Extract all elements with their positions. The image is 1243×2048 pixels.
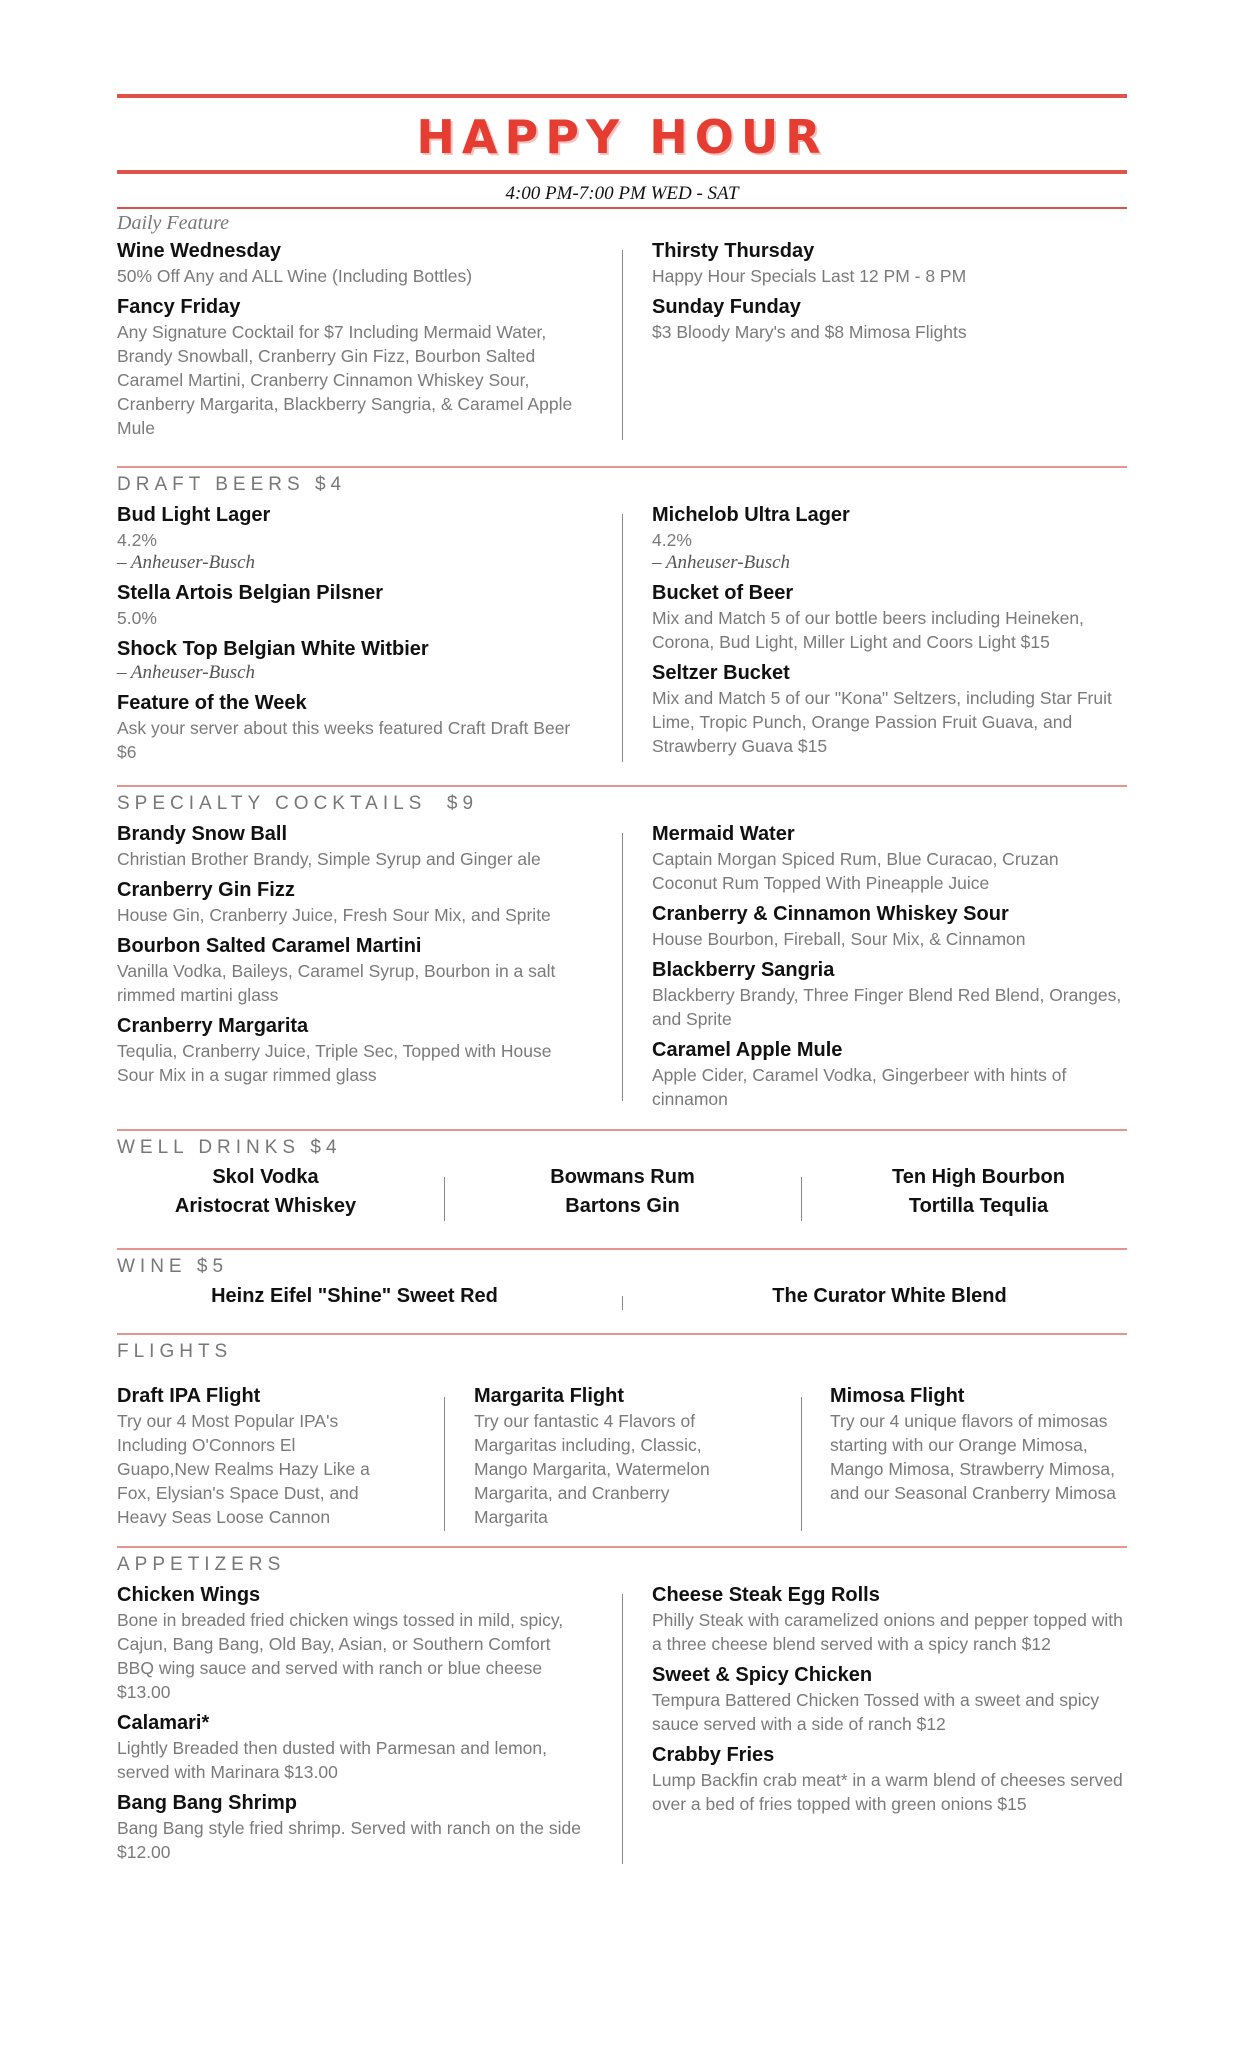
item-desc: Captain Morgan Spiced Rum, Blue Curacao, Cruzan Coconut Rum Topped With Pineapple Juice — [652, 849, 1059, 893]
section-divider — [117, 1333, 1127, 1335]
menu-item — [117, 636, 587, 684]
item-name: Cranberry Margarita — [117, 1015, 309, 1037]
column-divider — [622, 1594, 623, 1864]
column-divider — [444, 1177, 445, 1221]
item-desc: Any Signature Cocktail for $7 Including Mermaid Water, Brandy Snowball, Cranberry Gin Fizz, Bourbon Salted Caramel Martini, Cranberry Cinnamon Whiskey Sour, Cranberry Margarita, Blackberry Sangria, & Caramel Apple Mule — [117, 322, 573, 438]
item-desc: House Gin, Cranberry Juice, Fresh Sour Mix, and Sprite — [117, 905, 551, 925]
section-label: DRAFT BEERS $4 — [117, 474, 347, 495]
item-name: Sweet & Spicy Chicken — [652, 1664, 873, 1686]
item-brewery: – Anheuser-Busch — [117, 662, 256, 683]
item-name: Blackberry Sangria — [652, 959, 835, 981]
appetizers-right-column — [652, 1582, 1127, 1822]
section-divider — [117, 785, 1127, 787]
menu-item — [117, 690, 587, 764]
item-name: Bud Light Lager — [117, 504, 271, 526]
well-drink: Bowmans Rum — [550, 1166, 695, 1188]
item-name: Cheese Steak Egg Rolls — [652, 1584, 880, 1606]
wine-left-column — [117, 1282, 592, 1311]
column-divider — [622, 514, 623, 762]
cocktails-right-column — [652, 821, 1127, 1117]
item-name: Bang Bang Shrimp — [117, 1792, 298, 1814]
item-name: Fancy Friday — [117, 296, 241, 318]
item-desc: 50% Off Any and ALL Wine (Including Bottles) — [117, 266, 473, 286]
item-name: Feature of the Week — [117, 692, 307, 714]
item-name: Sunday Funday — [652, 296, 801, 318]
item-desc: Bang Bang style fried shrimp. Served with ranch on the side $12.00 — [117, 1818, 581, 1862]
item-desc: Christian Brother Brandy, Simple Syrup and Ginger ale — [117, 849, 541, 869]
menu-item — [117, 1013, 587, 1087]
item-name: Crabby Fries — [652, 1744, 775, 1766]
column-divider — [444, 1397, 445, 1531]
page-title: HAPPY HOUR — [416, 110, 828, 164]
menu-item — [117, 1710, 587, 1784]
item-name: Bucket of Beer — [652, 582, 794, 604]
menu-item — [652, 821, 1127, 895]
item-name: Calamari* — [117, 1712, 210, 1734]
column-divider — [622, 1296, 623, 1310]
section-label: Daily Feature — [117, 212, 230, 234]
wine-right-column — [652, 1282, 1127, 1311]
menu-item — [652, 294, 1127, 344]
item-desc: Tempura Battered Chicken Tossed with a sweet and spicy sauce served with a side of ranch $12 — [652, 1690, 1100, 1734]
item-name: Margarita Flight — [474, 1385, 625, 1407]
daily-right-column — [652, 238, 1127, 350]
well-column-1 — [117, 1163, 414, 1221]
item-desc: Apple Cider, Caramel Vodka, Gingerbeer with hints of cinnamon — [652, 1065, 1067, 1109]
cocktails-left-column — [117, 821, 587, 1093]
item-name: Mermaid Water — [652, 823, 795, 845]
menu-item — [117, 1582, 587, 1704]
hours-rule — [117, 207, 1127, 209]
menu-item — [652, 1662, 1127, 1736]
item-desc: Bone in breaded fried chicken wings tossed in mild, spicy, Cajun, Bang Bang, Old Bay, Asian, or Southern Comfort BBQ wing sauce and served with ranch or blue cheese $13.00 — [117, 1610, 564, 1702]
item-desc: Philly Steak with caramelized onions and pepper topped with a three cheese blend served with a spicy ranch $12 — [652, 1610, 1123, 1654]
wine-name: The Curator White Blend — [772, 1285, 1007, 1307]
column-divider — [801, 1397, 802, 1531]
item-abv: 5.0% — [117, 608, 157, 628]
flight-column-1 — [117, 1383, 387, 1529]
item-name: Thirsty Thursday — [652, 240, 815, 262]
item-desc: Vanilla Vodka, Baileys, Caramel Syrup, Bourbon in a salt rimmed martini glass — [117, 961, 556, 1005]
item-desc: House Bourbon, Fireball, Sour Mix, & Cinnamon — [652, 929, 1026, 949]
well-drink: Tortilla Tequlia — [908, 1195, 1049, 1217]
section-divider — [117, 1546, 1127, 1548]
item-desc: Ask your server about this weeks featured Craft Draft Beer $6 — [117, 718, 571, 762]
item-name: Bourbon Salted Caramel Martini — [117, 935, 422, 957]
item-desc: Try our fantastic 4 Flavors of Margaritas including, Classic, Mango Margarita, Watermelon Margarita, and Cranberry Margarita — [474, 1411, 710, 1527]
section-divider — [117, 466, 1127, 468]
menu-item — [652, 957, 1127, 1031]
section-label: WELL DRINKS $4 — [117, 1137, 342, 1158]
item-name: Brandy Snow Ball — [117, 823, 288, 845]
header-bottom-rule — [117, 170, 1127, 174]
item-abv: 4.2% — [117, 530, 157, 550]
menu-item — [117, 580, 587, 630]
item-desc: Blackberry Brandy, Three Finger Blend Red Blend, Oranges, and Sprite — [652, 985, 1122, 1029]
item-desc: Happy Hour Specials Last 12 PM - 8 PM — [652, 266, 967, 286]
menu-item — [117, 877, 587, 927]
header-top-rule — [117, 94, 1127, 98]
item-desc: $3 Bloody Mary's and $8 Mimosa Flights — [652, 322, 967, 342]
daily-left-column — [117, 238, 587, 446]
well-drink: Ten High Bourbon — [892, 1166, 1065, 1188]
item-name: Wine Wednesday — [117, 240, 281, 262]
item-name: Stella Artois Belgian Pilsner — [117, 582, 384, 604]
section-label: WINE $5 — [117, 1256, 229, 1277]
menu-item — [652, 660, 1127, 758]
item-desc: Mix and Match 5 of our "Kona" Seltzers, including Star Fruit Lime, Tropic Punch, Orange Passion Fruit Guava, and Strawberry Guava $15 — [652, 688, 1112, 756]
draft-right-column — [652, 502, 1127, 764]
draft-left-column — [117, 502, 587, 770]
item-abv: 4.2% — [652, 530, 692, 550]
well-drink: Aristocrat Whiskey — [174, 1195, 357, 1217]
item-name: Caramel Apple Mule — [652, 1039, 843, 1061]
menu-item — [117, 1790, 587, 1864]
section-label: APPETIZERS — [117, 1554, 286, 1575]
section-divider — [117, 1129, 1127, 1131]
section-label: FLIGHTS — [117, 1341, 233, 1362]
column-divider — [622, 833, 623, 1101]
happy-hour-times: 4:00 PM-7:00 PM WED - SAT — [505, 183, 739, 204]
menu-item — [117, 502, 587, 574]
menu-item — [652, 1582, 1127, 1656]
wine-name: Heinz Eifel "Shine" Sweet Red — [211, 1285, 498, 1307]
section-divider — [117, 1248, 1127, 1250]
item-name: Cranberry Gin Fizz — [117, 879, 295, 901]
item-desc: Lump Backfin crab meat* in a warm blend of cheeses served over a bed of fries topped with green onions $15 — [652, 1770, 1123, 1814]
menu-item — [652, 901, 1127, 951]
item-name: Mimosa Flight — [830, 1385, 965, 1407]
menu-item — [117, 933, 587, 1007]
menu-item — [117, 821, 587, 871]
flight-column-2 — [474, 1383, 744, 1529]
item-desc: Try our 4 unique flavors of mimosas starting with our Orange Mimosa, Mango Mimosa, Strawberry Mimosa, and our Seasonal Cranberry Mimosa — [830, 1411, 1116, 1503]
well-drink: Bartons Gin — [565, 1195, 680, 1217]
column-divider — [801, 1177, 802, 1221]
well-column-2 — [474, 1163, 771, 1221]
item-desc: Tequlia, Cranberry Juice, Triple Sec, Topped with House Sour Mix in a sugar rimmed glass — [117, 1041, 552, 1085]
appetizers-left-column — [117, 1582, 587, 1870]
item-desc: Mix and Match 5 of our bottle beers including Heineken, Corona, Bud Light, Miller Light and Coors Light $15 — [652, 608, 1084, 652]
menu-item — [652, 1037, 1127, 1111]
well-column-3 — [830, 1163, 1127, 1221]
well-drink: Skol Vodka — [212, 1166, 319, 1188]
item-brewery: – Anheuser-Busch — [117, 552, 256, 573]
item-name: Chicken Wings — [117, 1584, 261, 1606]
item-name: Seltzer Bucket — [652, 662, 790, 684]
flight-column-3 — [830, 1383, 1127, 1505]
menu-item — [117, 294, 587, 440]
item-name: Cranberry & Cinnamon Whiskey Sour — [652, 903, 1009, 925]
item-name: Michelob Ultra Lager — [652, 504, 850, 526]
menu-item — [652, 1742, 1127, 1816]
menu-item — [652, 238, 1127, 288]
menu-item — [652, 502, 1127, 574]
column-divider — [622, 250, 623, 440]
item-desc: Lightly Breaded then dusted with Parmesan and lemon, served with Marinara $13.00 — [117, 1738, 547, 1782]
section-label: SPECIALTY COCKTAILS $9 — [117, 793, 479, 814]
item-name: Draft IPA Flight — [117, 1385, 261, 1407]
menu-item — [117, 238, 587, 288]
item-name: Shock Top Belgian White Witbier — [117, 638, 429, 660]
item-brewery: – Anheuser-Busch — [652, 552, 791, 573]
item-desc: Try our 4 Most Popular IPA's Including O'Connors El Guapo,New Realms Hazy Like a Fox, Elysian's Space Dust, and Heavy Seas Loose Cannon — [117, 1411, 370, 1527]
menu-item — [652, 580, 1127, 654]
